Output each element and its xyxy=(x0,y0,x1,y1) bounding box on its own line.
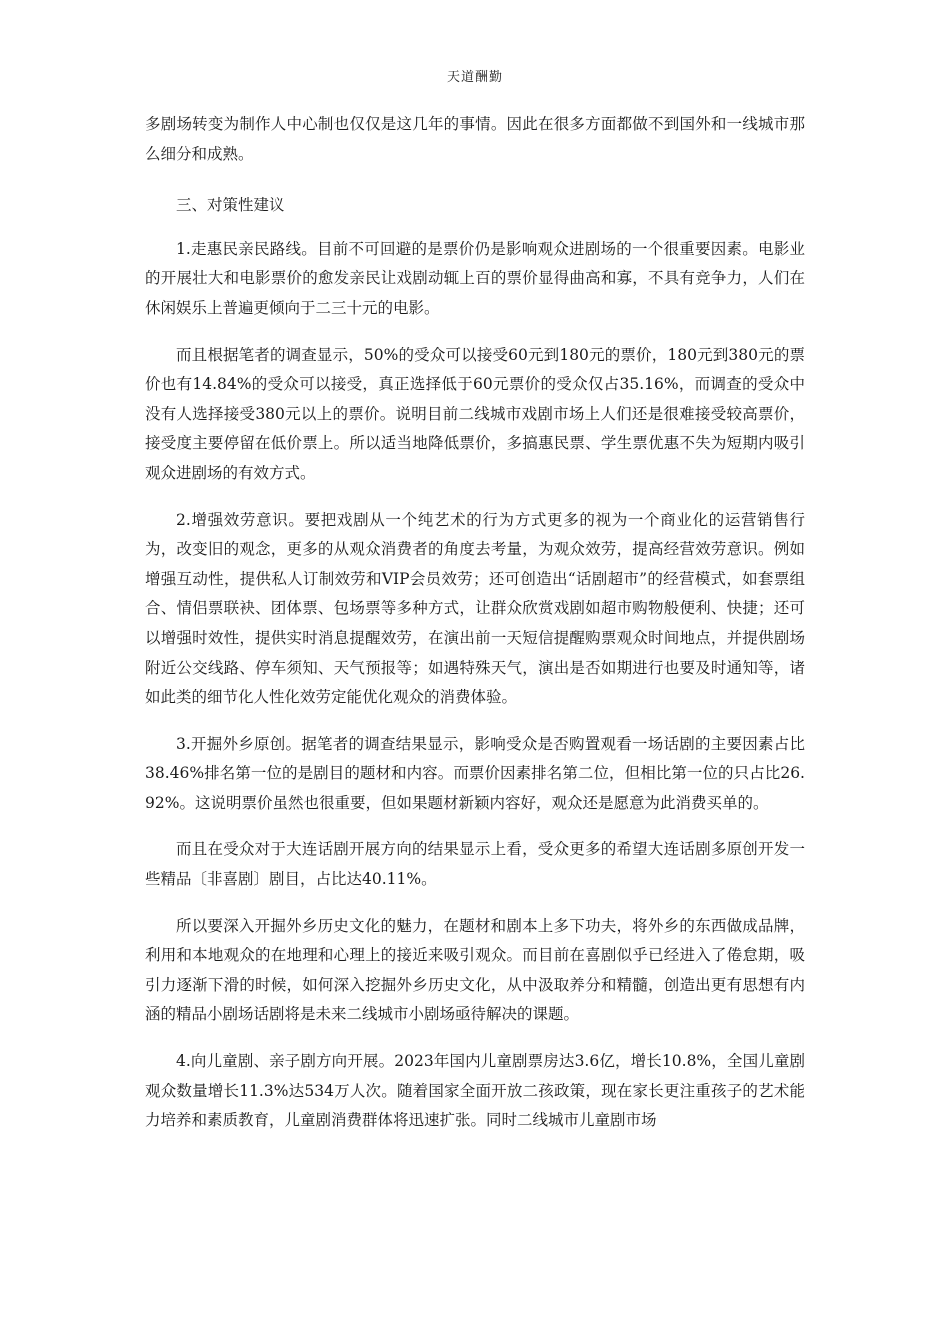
section-heading: 三、对策性建议 xyxy=(176,196,285,215)
paragraph-survey-prices: 而且根据笔者的调查显示，50%的受众可以接受60元到180元的票价，180元到380元的票价也有14.84%的受众可以接受，真正选择低于60元票价的受众仅占35.16%，而调查的受众中没有人选择接受380元以上的票价。说明目前二线城市戏剧市场上人们还是很难接受较高票价，接受度主要停留在低价票上。所以适当地降低票价，多搞惠民票、学生票优惠不失为短期内吸引观众进剧场的有效方式。 xyxy=(145,345,805,482)
paragraph-suggestion-2: 2.增强效劳意识。要把戏剧从一个纯艺术的行为方式更多的视为一个商业化的运营销售行为，改变旧的观念，更多的从观众消费者的角度去考量，为观众效劳，提高经营效劳意识。例如增强互动性，提供私人订制效劳和VIP会员效劳；还可创造出“话剧超市”的经营模式，如套票组合、情侣票联袂、团体票、包场票等多种方式，让群众欣赏戏剧如超市购物般便利、快捷；还可以增强时效性，提供实时消息提醒效劳，在演出前一天短信提醒购票观众时间地点，并提供剧场附近公交线路、停车须知、天气预报等；如遇特殊天气，演出是否如期进行也要及时通知等，诸如此类的细节化人性化效劳定能优化观众的消费体验。 xyxy=(145,510,805,707)
paragraph-suggestion-4: 4.向儿童剧、亲子剧方向开展。2023年国内儿童剧票房达3.6亿，增长10.8%，全国儿童剧观众数量增长11.3%达534万人次。随着国家全面开放二孩政策，现在家长更注重孩子的艺术能力培养和素质教育，儿童剧消费群体将迅速扩张。同时二线城市儿童剧市场 xyxy=(145,1052,805,1130)
page-header: 天道酬勤 xyxy=(446,70,503,85)
paragraph-suggestion-1: 1.走惠民亲民路线。目前不可回避的是票价仍是影响观众进剧场的一个很重要因素。电影业的开展壮大和电影票价的愈发亲民让戏剧动辄上百的票价显得曲高和寡，不具有竞争力，人们在休闲娱乐上普遍更倾向于二三十元的电影。 xyxy=(145,239,805,317)
paragraph-continuation: 多剧场转变为制作人中心制也仅仅是这几年的事情。因此在很多方面都做不到国外和一线城市那么细分和成熟。 xyxy=(145,115,805,163)
document-body xyxy=(145,110,805,1153)
paragraph-local-culture: 所以要深入开掘外乡历史文化的魅力，在题材和剧本上多下功夫，将外乡的东西做成品牌，利用和本地观众的在地理和心理上的接近来吸引观众。而目前在喜剧似乎已经进入了倦怠期，吸引力逐渐下滑的时候，如何深入挖掘外乡历史文化，从中汲取养分和精髓，创造出更有思想有内涵的精品小剧场话剧将是未来二线城市小剧场亟待解决的课题。 xyxy=(145,916,805,1024)
paragraph-suggestion-3: 3.开掘外乡原创。据笔者的调查结果显示，影响受众是否购置观看一场话剧的主要因素占比38.46%排名第一位的是剧目的题材和内容。而票价因素排名第二位，但相比第一位的只占比26.92%。这说明票价虽然也很重要，但如果题材新颖内容好，观众还是愿意为此消费买单的。 xyxy=(145,734,805,812)
paragraph-survey-direction: 而且在受众对于大连话剧开展方向的结果显示上看，受众更多的希望大连话剧多原创开发一些精品〔非喜剧〕剧目，占比达40.11%。 xyxy=(145,840,805,889)
